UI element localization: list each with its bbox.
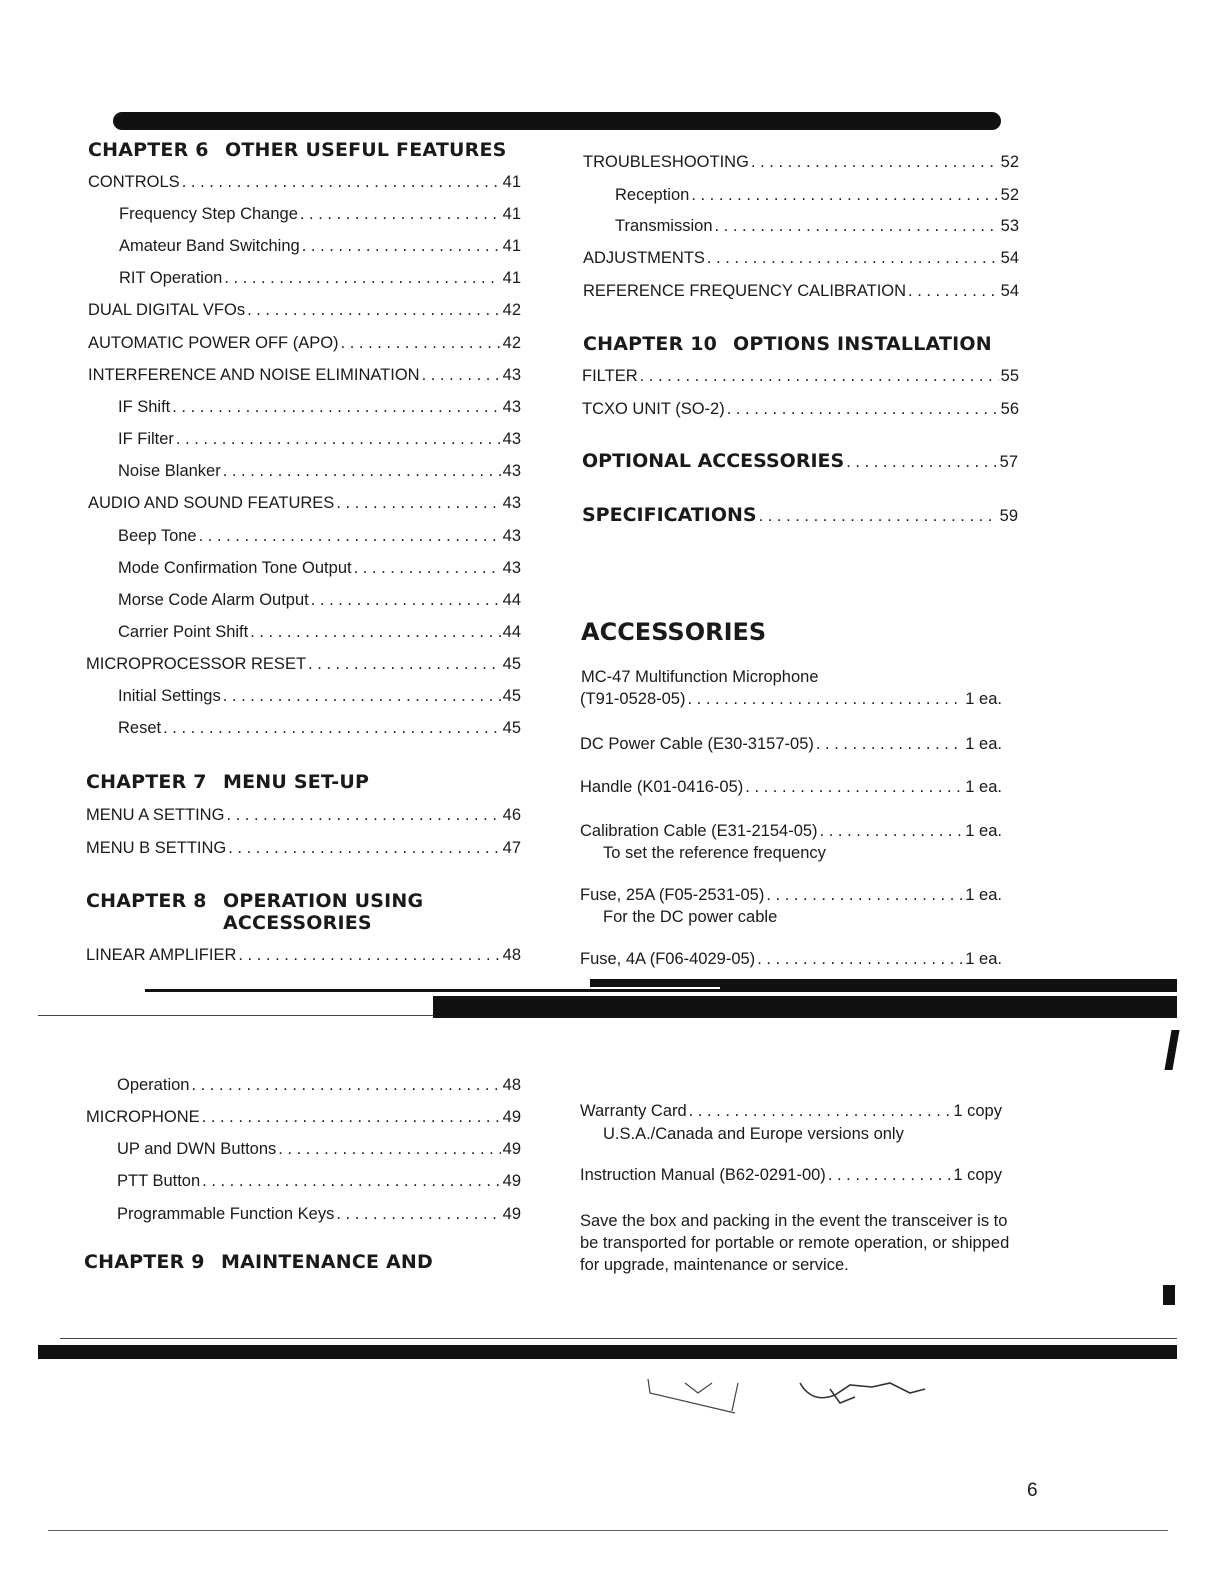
toc-entry[interactable] <box>119 269 521 288</box>
toc-entry[interactable] <box>118 591 521 610</box>
toc-entry[interactable] <box>119 237 521 256</box>
accessory-note: To set the reference frequency <box>603 844 826 862</box>
toc-page: 41 <box>502 205 521 223</box>
toc-page: 47 <box>502 839 521 857</box>
toc-entry[interactable] <box>582 400 1019 419</box>
scan-artifact-mark <box>1163 1285 1175 1305</box>
toc-label: MENU B SETTING <box>86 839 227 857</box>
toc-page: 54 <box>1000 282 1019 300</box>
toc-entry[interactable] <box>118 623 521 642</box>
page-number: 6 <box>1027 1480 1038 1501</box>
toc-page: 45 <box>502 719 521 737</box>
toc-entry[interactable] <box>86 946 521 965</box>
toc-entry[interactable] <box>86 655 521 674</box>
scan-artifact-band <box>590 979 720 987</box>
toc-entry[interactable] <box>86 806 521 825</box>
scan-artifact-line <box>38 1015 433 1016</box>
toc-label: Initial Settings <box>118 687 221 705</box>
toc-page: 41 <box>502 237 521 255</box>
toc-label: RIT Operation <box>119 269 223 287</box>
chapter-title: OTHER USEFUL FEATURES <box>225 139 507 161</box>
toc-entry[interactable] <box>118 687 521 706</box>
toc-label: DUAL DIGITAL VFOs <box>88 301 246 319</box>
chapter-number: CHAPTER 7 <box>86 771 207 793</box>
accessory-item <box>580 886 1002 905</box>
chapter-7-heading <box>86 771 370 793</box>
toc-page: 46 <box>502 806 521 824</box>
accessory-item <box>580 950 1002 969</box>
packing-note: Save the box and packing in the event the transceiver is to be transported for portable or remote operation, or shipped for upgrade, maintenance or service. <box>580 1212 1010 1274</box>
scan-artifact-rule <box>145 989 1177 992</box>
toc-label: PTT Button <box>117 1172 201 1190</box>
toc-label: IF Filter <box>118 430 174 448</box>
toc-entry[interactable] <box>118 462 521 481</box>
toc-label: Mode Confirmation Tone Output <box>118 559 352 577</box>
toc-page: 43 <box>502 527 521 545</box>
toc-label: TROUBLESHOOTING <box>583 153 749 171</box>
accessory-quantity: 1 ea. <box>965 822 1002 840</box>
toc-entry[interactable] <box>118 719 521 738</box>
accessory-item <box>580 1166 1002 1185</box>
toc-label: Reset <box>118 719 162 737</box>
toc-entry[interactable] <box>118 398 521 417</box>
toc-label: Carrier Point Shift <box>118 623 249 641</box>
toc-label: MENU A SETTING <box>86 806 225 824</box>
toc-page: 43 <box>502 430 521 448</box>
chapter-6-heading <box>88 139 507 161</box>
toc-page: 44 <box>502 623 521 641</box>
toc-page: 43 <box>502 462 521 480</box>
toc-label: CONTROLS <box>88 173 180 191</box>
toc-entry[interactable] <box>615 217 1019 236</box>
toc-label: MICROPROCESSOR RESET <box>86 655 307 673</box>
toc-label: Transmission <box>615 217 713 235</box>
toc-page: 49 <box>502 1140 521 1158</box>
toc-entry[interactable] <box>86 839 521 858</box>
toc-label: AUTOMATIC POWER OFF (APO) <box>88 334 339 352</box>
footer-rule <box>48 1530 1168 1531</box>
toc-entry[interactable] <box>583 282 1019 301</box>
toc-label: Reception <box>615 186 690 204</box>
toc-label: REFERENCE FREQUENCY CALIBRATION <box>583 282 907 300</box>
toc-entry[interactable] <box>88 494 521 513</box>
toc-label: Programmable Function Keys <box>117 1205 335 1223</box>
toc-label: TCXO UNIT (SO-2) <box>582 400 725 418</box>
toc-page: 43 <box>502 398 521 416</box>
scan-artifact-band <box>720 979 1177 989</box>
accessory-quantity: 1 ea. <box>965 778 1002 796</box>
scan-artifact-mark <box>1164 1030 1179 1070</box>
toc-page: 41 <box>502 173 521 191</box>
toc-page: 41 <box>502 269 521 287</box>
accessory-item <box>580 778 1002 797</box>
toc-entry[interactable] <box>583 153 1019 172</box>
chapter-title: MENU SET-UP <box>223 771 370 793</box>
toc-entry[interactable] <box>88 366 521 385</box>
accessory-label: Calibration Cable (E31-2154-05) <box>580 822 818 840</box>
partial-illustration <box>640 1375 950 1420</box>
toc-entry[interactable] <box>88 334 521 353</box>
chapter-number: CHAPTER 8 <box>86 890 207 912</box>
toc-page: 43 <box>502 366 521 384</box>
toc-page: 49 <box>502 1108 521 1126</box>
toc-page: 48 <box>502 946 521 964</box>
toc-page: 45 <box>502 655 521 673</box>
toc-entry[interactable] <box>119 205 521 224</box>
accessory-label: Instruction Manual (B62-0291-00) <box>580 1166 826 1184</box>
toc-page: 57 <box>999 453 1018 471</box>
scan-artifact-band <box>433 996 1177 1018</box>
toc-label: INTERFERENCE AND NOISE ELIMINATION <box>88 366 420 384</box>
toc-page: 48 <box>502 1076 521 1094</box>
scan-artifact-band <box>38 1345 1177 1359</box>
toc-entry[interactable] <box>117 1172 521 1191</box>
toc-entry[interactable] <box>86 1108 521 1127</box>
toc-entry[interactable] <box>118 527 521 546</box>
chapter-9-heading <box>84 1251 433 1273</box>
toc-label: Noise Blanker <box>118 462 221 480</box>
accessory-label: Warranty Card <box>580 1102 687 1120</box>
toc-page: 53 <box>1000 217 1019 235</box>
toc-page: 45 <box>502 687 521 705</box>
chapter-number: CHAPTER 9 <box>84 1251 205 1273</box>
accessory-label: Handle (K01-0416-05) <box>580 778 744 796</box>
toc-entry[interactable] <box>582 367 1019 386</box>
toc-label: AUDIO AND SOUND FEATURES <box>88 494 335 512</box>
toc-label: Morse Code Alarm Output <box>118 591 309 609</box>
accessory-quantity: 1 ea. <box>965 690 1002 708</box>
toc-label: Frequency Step Change <box>119 205 298 223</box>
accessory-quantity: 1 ea. <box>965 735 1002 753</box>
accessory-quantity: 1 ea. <box>965 886 1002 904</box>
toc-label: IF Shift <box>118 398 171 416</box>
toc-page: 43 <box>502 559 521 577</box>
toc-entry[interactable] <box>117 1140 521 1159</box>
toc-entry-specifications[interactable] <box>582 504 1018 526</box>
toc-entry-optional-accessories[interactable] <box>582 450 1018 472</box>
toc-label: FILTER <box>582 367 638 385</box>
toc-label: Operation <box>117 1076 190 1094</box>
toc-label: OPTIONAL ACCESSORIES <box>582 450 845 472</box>
accessory-label: (T91-0528-05) <box>580 690 686 708</box>
toc-entry[interactable] <box>118 559 521 578</box>
toc-page: 59 <box>999 507 1018 525</box>
chapter-title: OPERATION USING <box>223 890 424 912</box>
accessory-quantity: 1 copy <box>953 1166 1002 1184</box>
toc-label: UP and DWN Buttons <box>117 1140 277 1158</box>
chapter-title: OPTIONS INSTALLATION <box>733 333 992 355</box>
chapter-number: CHAPTER 10 <box>583 333 718 355</box>
chapter-title-line2: ACCESSORIES <box>223 912 372 934</box>
accessory-note: For the DC power cable <box>603 908 778 926</box>
accessory-item <box>580 822 1002 841</box>
scan-artifact-line <box>60 1338 1177 1339</box>
accessory-item <box>580 690 1002 709</box>
accessory-quantity: 1 ea. <box>965 950 1002 968</box>
accessories-heading: ACCESSORIES <box>581 618 767 646</box>
toc-page: 49 <box>502 1172 521 1190</box>
toc-page: 52 <box>1000 153 1019 171</box>
chapter-number: CHAPTER 6 <box>88 139 209 161</box>
toc-entry[interactable] <box>583 249 1019 268</box>
toc-page: 52 <box>1000 186 1019 204</box>
toc-entry[interactable] <box>117 1205 521 1224</box>
toc-label: Amateur Band Switching <box>119 237 300 255</box>
accessory-note: U.S.A./Canada and Europe versions only <box>603 1125 904 1143</box>
accessory-label: Fuse, 4A (F06-4029-05) <box>580 950 756 968</box>
toc-label: ADJUSTMENTS <box>583 249 705 267</box>
toc-label: MICROPHONE <box>86 1108 200 1126</box>
accessory-item <box>580 1102 1002 1121</box>
accessory-label: Fuse, 25A (F05-2531-05) <box>580 886 765 904</box>
toc-page: 42 <box>502 334 521 352</box>
header-bar <box>113 112 1001 130</box>
accessory-mic-description: MC-47 Multifunction Microphone <box>581 668 819 686</box>
toc-label: LINEAR AMPLIFIER <box>86 946 237 964</box>
toc-entry[interactable] <box>88 301 521 320</box>
toc-entry[interactable] <box>117 1076 521 1095</box>
accessory-quantity: 1 copy <box>953 1102 1002 1120</box>
toc-entry[interactable] <box>118 430 521 449</box>
toc-page: 55 <box>1000 367 1019 385</box>
chapter-title: MAINTENANCE AND <box>221 1251 433 1273</box>
toc-page: 54 <box>1000 249 1019 267</box>
accessory-label: DC Power Cable (E30-3157-05) <box>580 735 814 753</box>
toc-page: 43 <box>502 494 521 512</box>
toc-page: 44 <box>502 591 521 609</box>
chapter-10-heading <box>583 333 992 355</box>
toc-page: 42 <box>502 301 521 319</box>
toc-entry[interactable] <box>615 186 1019 205</box>
toc-label: Beep Tone <box>118 527 197 545</box>
toc-entry[interactable] <box>88 173 521 192</box>
chapter-8-heading <box>86 890 424 934</box>
toc-label: SPECIFICATIONS <box>582 504 757 526</box>
toc-page: 49 <box>502 1205 521 1223</box>
toc-page: 56 <box>1000 400 1019 418</box>
accessory-item <box>580 735 1002 754</box>
